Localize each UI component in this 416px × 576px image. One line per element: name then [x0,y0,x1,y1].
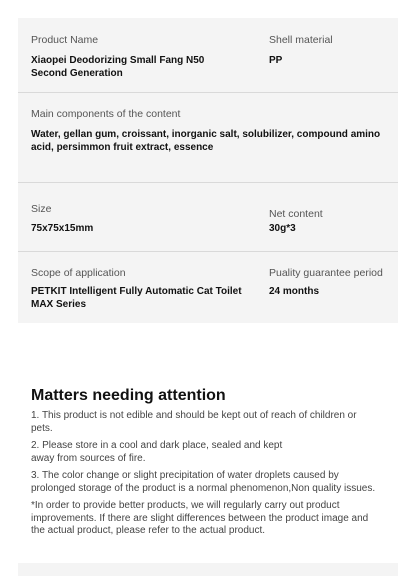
net-content-label: Net content [269,208,323,220]
quality-period-label: Puality guarantee period [269,267,383,279]
product-name-value: Xiaopei Deodorizing Small Fang N50 Second Generation [31,55,205,79]
spec-row-scope [18,252,398,323]
size-value: 75x75x15mm [31,223,94,234]
bottom-strip [18,563,398,576]
net-content-value: 30g*3 [269,223,296,234]
quality-period-value: 24 months [269,286,320,297]
shell-material-value: PP [269,55,283,66]
scope-value: PETKIT Intelligent Fully Automatic Cat Toilet MAX Series [31,286,242,310]
attention-item: 2. Please store in a cool and dark place, sealed and kept away from sources of fire. [31,440,283,464]
spec-row-size [18,183,398,252]
attention-item: 1. This product is not edible and should be kept out of reach of children or pets. [31,410,357,434]
attention-title: Matters needing attention [31,387,226,404]
spec-table [18,18,398,323]
attention-section [31,386,381,543]
shell-material-label: Shell material [269,34,333,46]
attention-disclaimer: *In order to provide better products, we will regularly carry out product improvements. If there are slight differences between the product image and the actual product, please refer to the actual product. [31,500,369,536]
components-label: Main components of the content [31,108,181,120]
scope-label: Scope of application [31,267,126,279]
components-value: Water, gellan gum, croissant, inorganic salt, solubilizer, compound amino acid, persimmon fruit extract, essence [31,129,381,153]
attention-item: 3. The color change or slight precipitation of water droplets caused by prolonged storage of the product is a normal phenomenon,Non quality issues. [31,470,376,494]
spec-row-product [18,18,398,93]
spec-row-components [18,93,398,183]
size-label: Size [31,203,52,215]
product-name-label: Product Name [31,34,99,46]
